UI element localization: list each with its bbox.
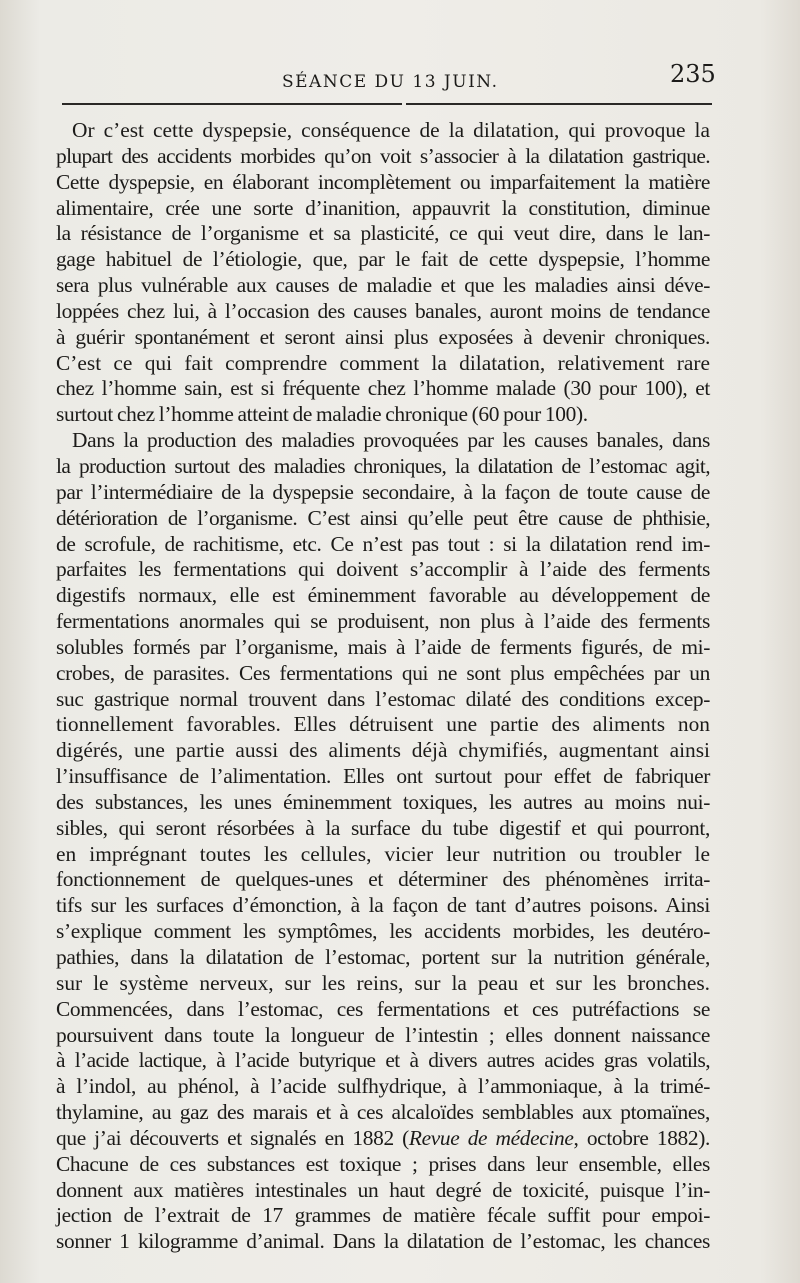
text-line: sibles, qui seront résorbées à la surface du tube digestif et qui pourront, [56,815,710,840]
text-line: en imprégnant toutes les cellules, vicier leur nutrition ou troubler le [56,841,710,866]
text-line: digestifs normaux, elle est éminemment favorable au développement de [56,583,710,608]
text-line: Commencées, dans l’estomac, ces fermentations et ces putréfactions se [56,996,710,1021]
text-line: par l’intermédiaire de la dyspepsie secondaire, à la façon de toute cause de [56,479,710,504]
text-line: Dans la production des maladies provoquées par les causes banales, dans [72,428,710,453]
text-line: thylamine, au gaz des marais et à ces alcaloïdes semblables aux ptomaïnes, [56,1100,710,1125]
journal-title: Revue de médecine [408,1125,574,1150]
text-line: plupart des accidents morbides qu’on voit s’associer à la dilatation gastrique. [56,143,710,168]
header-rule-right [406,103,712,105]
text-line: à l’indol, au phénol, à l’acide sulfhydrique, à l’ammoniaque, à la trimé- [56,1074,710,1099]
paragraph-2 [56,428,710,1255]
text-line: solubles formés par l’organisme, mais à l’aide de ferments figurés, de mi- [56,634,710,659]
text-line: sonner 1 kilogramme d’animal. Dans la dilatation de l’estomac, les chances [56,1229,710,1254]
text-line: fermentations anormales qui se produisent, non plus à l’aide des ferments [56,609,710,634]
text-line: surtout chez l’homme atteint de maladie chronique (60 pour 100). [56,402,588,427]
text-line: chez l’homme sain, est si fréquente chez l’homme malade (30 pour 100), et [56,376,710,401]
citation-after: , octobre 1882). [573,1125,710,1150]
text-line: Chacune de ces substances est toxique ; prises dans leur ensemble, elles [56,1151,710,1176]
text-line: la résistance de l’organisme et sa plasticité, ce qui veut dire, dans le lan- [56,221,710,246]
page-number: 235 [670,60,716,88]
citation-line [56,1126,710,1152]
text-line: la production surtout des maladies chroniques, la dilatation de l’estomac agit, [56,453,710,478]
text-line: parfaites les fermentations qui doivent s’accomplir à l’aide des ferments [56,557,710,582]
text-line: C’est ce qui fait comprendre comment la dilatation, relativement rare [56,350,710,375]
paragraph-1 [56,118,710,428]
text-line: loppées chez lui, à l’occasion des causes banales, auront moins de tendance [56,298,710,323]
text-line: jection de l’extrait de 17 grammes de matière fécale suffit pour empoi- [56,1203,710,1228]
text-line: suc gastrique normal trouvent dans l’estomac dilaté des conditions excep- [56,686,710,711]
header-rule-left [62,103,402,105]
text-line: des substances, les unes éminemment toxiques, les autres au moins nui- [56,789,710,814]
text-line: gage habituel de l’étiologie, que, par le fait de cette dyspepsie, l’homme [56,247,710,272]
text-line: tionnellement favorables. Elles détruisent une partie des aliments non [56,712,710,737]
body-text [56,118,710,1255]
text-line: Cette dyspepsie, en élaborant incomplètement ou imparfaitement la matière [56,169,710,194]
text-line: fonctionnement de quelques-unes et déterminer des phénomènes irrita- [56,867,710,892]
text-line: poursuivent dans toute la longueur de l’intestin ; elles donnent naissance [56,1022,710,1047]
text-line: alimentaire, crée une sorte d’inanition, appauvrit la constitution, diminue [56,195,710,220]
text-line: sur le système nerveux, sur les reins, sur la peau et sur les bronches. [56,970,710,995]
text-line: donnent aux matières intestinales un haut degré de toxicité, puisque l’in- [56,1177,710,1202]
text-line: à guérir spontanément et seront ainsi plus exposées à devenir chroniques. [56,324,710,349]
text-line: crobes, de parasites. Ces fermentations qui ne sont plus empêchées par un [56,660,710,685]
text-line: s’explique comment les symptômes, les accidents morbides, les deutéro- [56,919,710,944]
running-head [0,58,800,92]
text-line: l’insuffisance de l’alimentation. Elles ont surtout pour effet de fabriquer [56,764,710,789]
text-line: détérioration de l’organisme. C’est ainsi qu’elle peut être cause de phthisie, [56,505,710,530]
running-title: SÉANCE DU 13 JUIN. [282,72,499,92]
text-line: de scrofule, de rachitisme, etc. Ce n’est pas tout : si la dilatation rend im- [56,531,710,556]
text-line: Or c’est cette dyspepsie, conséquence de la dilatation, qui provoque la [72,118,710,142]
text-line: tifs sur les surfaces d’émonction, à la façon de tant d’autres poisons. Ainsi [56,893,710,918]
text-line: pathies, dans la dilatation de l’estomac, portent sur la nutrition générale, [56,945,710,969]
text-line: à l’acide lactique, à l’acide butyrique et à divers autres acides gras volatils, [56,1048,710,1073]
citation-before: que j’ai découverts et signalés en 1882 ( [56,1125,409,1150]
text-line: sera plus vulnérable aux causes de maladie et que les maladies ainsi déve- [56,273,710,298]
text-line: digérés, une partie aussi des aliments déjà chymifiés, augmentant ainsi [56,738,710,763]
